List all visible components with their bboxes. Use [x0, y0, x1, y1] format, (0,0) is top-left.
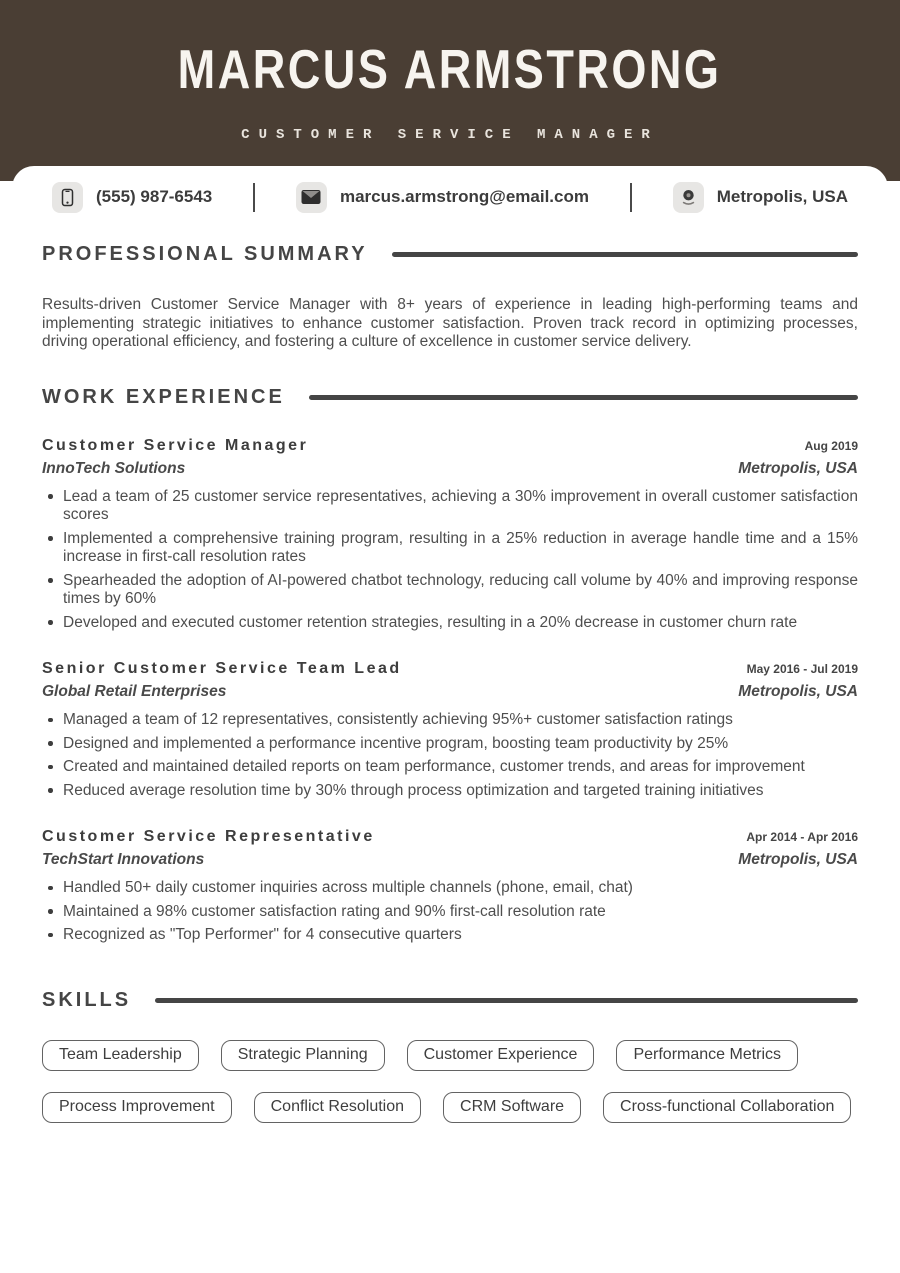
skill-pill: Customer Experience	[407, 1040, 595, 1071]
job-title-row	[42, 437, 858, 455]
job-company: InnoTech Solutions	[42, 459, 186, 477]
skill-pill: Conflict Resolution	[254, 1092, 421, 1123]
job-dates: Apr 2014 - Apr 2016	[746, 830, 858, 844]
job-location: Metropolis, USA	[738, 459, 858, 477]
job-dates: May 2016 - Jul 2019	[746, 662, 858, 676]
candidate-name-row	[0, 0, 900, 111]
skill-pill: Cross-functional Collaboration	[603, 1092, 851, 1123]
job-location: Metropolis, USA	[738, 683, 858, 700]
section-work-experience	[42, 386, 858, 945]
job-dates: Aug 2019	[804, 438, 858, 453]
section-rule	[155, 998, 858, 1003]
summary-text: Results-driven Customer Service Manager with 8+ years of experience in leading high-performing teams and implementing strategic initiatives to enhance customer satisfaction. Proven track record in optimizing processes, driving operational efficiency, and fostering a culture of excellence in customer service delivery.	[42, 296, 858, 350]
job-bullet: Maintained a 98% customer satisfaction rating and 90% first-call resolution rate	[42, 903, 858, 922]
skills-heading: SKILLS	[42, 988, 132, 1011]
skill-pill: Process Improvement	[42, 1092, 232, 1123]
job-entry	[42, 660, 858, 800]
skills-section-header	[42, 989, 858, 1012]
summary-heading: PROFESSIONAL SUMMARY	[42, 243, 368, 265]
experience-section-header	[42, 386, 858, 409]
resume-header	[0, 0, 900, 206]
job-title: Customer Service Manager	[42, 436, 309, 454]
location-text: Metropolis, USA	[716, 187, 848, 206]
skill-pill: CRM Software	[443, 1092, 581, 1123]
job-bullet: Handled 50+ daily customer inquiries across multiple channels (phone, email, chat)	[42, 879, 858, 898]
job-title-row	[42, 660, 858, 678]
job-bullet: Spearheaded the adoption of AI-powered chatbot technology, reducing call volume by 40% and improving response times by 60%	[42, 572, 858, 609]
skill-pill: Performance Metrics	[616, 1040, 798, 1071]
skill-pill: Team Leadership	[42, 1040, 199, 1071]
contact-divider	[253, 183, 255, 212]
job-bullet: Reduced average resolution time by 30% through process optimization and targeted training initiatives	[42, 782, 858, 801]
job-title-row	[42, 828, 858, 846]
section-skills	[42, 989, 858, 1123]
contact-bar	[12, 166, 888, 228]
section-rule	[392, 252, 858, 257]
job-title: Customer Service Representative	[42, 828, 375, 845]
job-company-row	[42, 851, 858, 869]
location-pin-icon	[673, 182, 704, 213]
skill-pill: Strategic Planning	[221, 1040, 385, 1071]
email-address: marcus.armstrong@email.com	[339, 187, 589, 206]
envelope-icon	[296, 182, 327, 213]
job-bullet-list	[42, 879, 858, 945]
job-bullet: Developed and executed customer retention strategies, resulting in a 20% decrease in customer churn rate	[42, 614, 858, 633]
job-entry	[42, 828, 858, 945]
contact-phone	[52, 182, 212, 213]
job-bullet-list	[42, 488, 858, 633]
job-bullet: Implemented a comprehensive training program, resulting in a 25% reduction in average handle time and a 15% increase in first-call resolution rates	[42, 530, 858, 567]
job-bullet-list	[42, 711, 858, 800]
job-bullet: Created and maintained detailed reports on team performance, customer trends, and areas for improvement	[42, 758, 858, 777]
contact-email	[296, 182, 589, 213]
job-bullet: Designed and implemented a performance incentive program, boosting team productivity by 25%	[42, 735, 858, 754]
section-professional-summary	[42, 243, 858, 352]
section-rule	[309, 395, 858, 400]
job-company-row	[42, 460, 858, 478]
candidate-title: CUSTOMER SERVICE MANAGER	[241, 127, 659, 143]
contact-location	[673, 182, 848, 213]
contact-divider	[630, 183, 632, 212]
job-company: TechStart Innovations	[42, 851, 205, 868]
job-entry	[42, 437, 858, 633]
resume-body	[0, 181, 900, 1163]
experience-heading: WORK EXPERIENCE	[42, 385, 285, 408]
summary-section-header	[42, 243, 858, 266]
job-bullet: Recognized as "Top Performer" for 4 consecutive quarters	[42, 926, 858, 945]
job-company-row	[42, 683, 858, 701]
job-bullet: Lead a team of 25 customer service representatives, achieving a 30% improvement in overall customer satisfaction scores	[42, 488, 858, 525]
skills-list	[42, 1040, 858, 1123]
phone-number: (555) 987-6543	[96, 187, 213, 206]
job-title: Senior Customer Service Team Lead	[42, 660, 402, 677]
phone-icon	[52, 182, 83, 213]
candidate-name: MARCUS ARMSTRONG	[178, 38, 722, 100]
job-location: Metropolis, USA	[738, 851, 858, 868]
job-company: Global Retail Enterprises	[42, 683, 227, 700]
job-bullet: Managed a team of 12 representatives, consistently achieving 95%+ customer satisfaction ratings	[42, 711, 858, 730]
